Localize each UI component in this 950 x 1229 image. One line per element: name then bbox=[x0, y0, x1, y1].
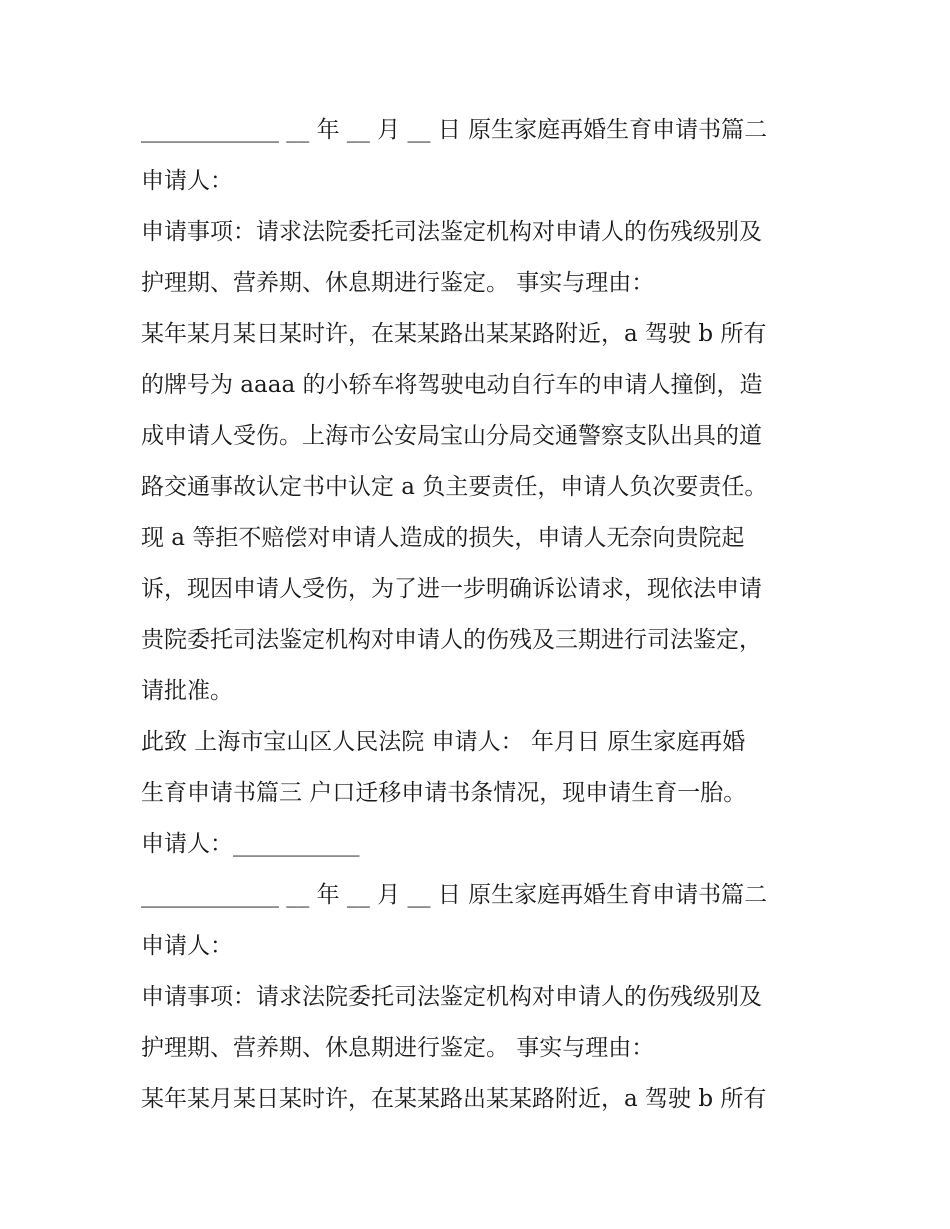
text-line-request-1: 申请事项：请求法院委托司法鉴定机构对申请人的伤残级别及 bbox=[141, 219, 762, 245]
text-line-facts-6: 诉，现因申请人受伤，为了进一步明确诉讼请求，现依法申请 bbox=[141, 576, 762, 602]
text-line-facts-8: 请批准。 bbox=[141, 678, 233, 704]
text-line-request-3: 申请事项：请求法院委托司法鉴定机构对申请人的伤残级别及 bbox=[141, 984, 762, 1010]
text-line-facts-9: 某年某月某日某时许，在某某路出某某路附近，a 驾驶 b 所有 bbox=[141, 1086, 767, 1112]
text-line-request-2: 护理期、营养期、休息期进行鉴定。 事实与理由： bbox=[141, 270, 655, 296]
document-body bbox=[141, 105, 821, 1125]
text-line-facts-5: 现 a 等拒不赔偿对申请人造成的损失，申请人无奈向贵院起 bbox=[141, 525, 745, 551]
text-line-date-title-1: ____________ __ 年 __ 月 __ 日 原生家庭再婚生育申请书篇二 bbox=[141, 117, 768, 143]
text-line-facts-2: 的牌号为 aaaa 的小轿车将驾驶电动自行车的申请人撞倒，造 bbox=[141, 372, 763, 398]
text-line-applicant-2: 申请人： bbox=[141, 933, 233, 959]
text-line-request-4: 护理期、营养期、休息期进行鉴定。 事实与理由： bbox=[141, 1035, 655, 1061]
text-line-date-title-2: ____________ __ 年 __ 月 __ 日 原生家庭再婚生育申请书篇二 bbox=[141, 882, 768, 908]
text-line-facts-4: 路交通事故认定书中认定 a 负主要责任，申请人负次要责任。 bbox=[141, 474, 768, 500]
text-line-closing-1: 此致 上海市宝山区人民法院 申请人： 年月日 原生家庭再婚 bbox=[141, 729, 746, 755]
text-line-applicant-signature: 申请人：___________ bbox=[141, 831, 360, 857]
text-line-applicant-1: 申请人： bbox=[141, 168, 233, 194]
text-line-facts-1: 某年某月某日某时许，在某某路出某某路附近，a 驾驶 b 所有 bbox=[141, 321, 767, 347]
text-line-facts-7: 贵院委托司法鉴定机构对申请人的伤残及三期进行司法鉴定， bbox=[141, 627, 762, 653]
text-line-closing-2: 生育申请书篇三 户口迁移申请书条情况，现申请生育一胎。 bbox=[141, 780, 747, 806]
text-line-facts-3: 成申请人受伤。上海市公安局宝山分局交通警察支队出具的道 bbox=[141, 423, 762, 449]
